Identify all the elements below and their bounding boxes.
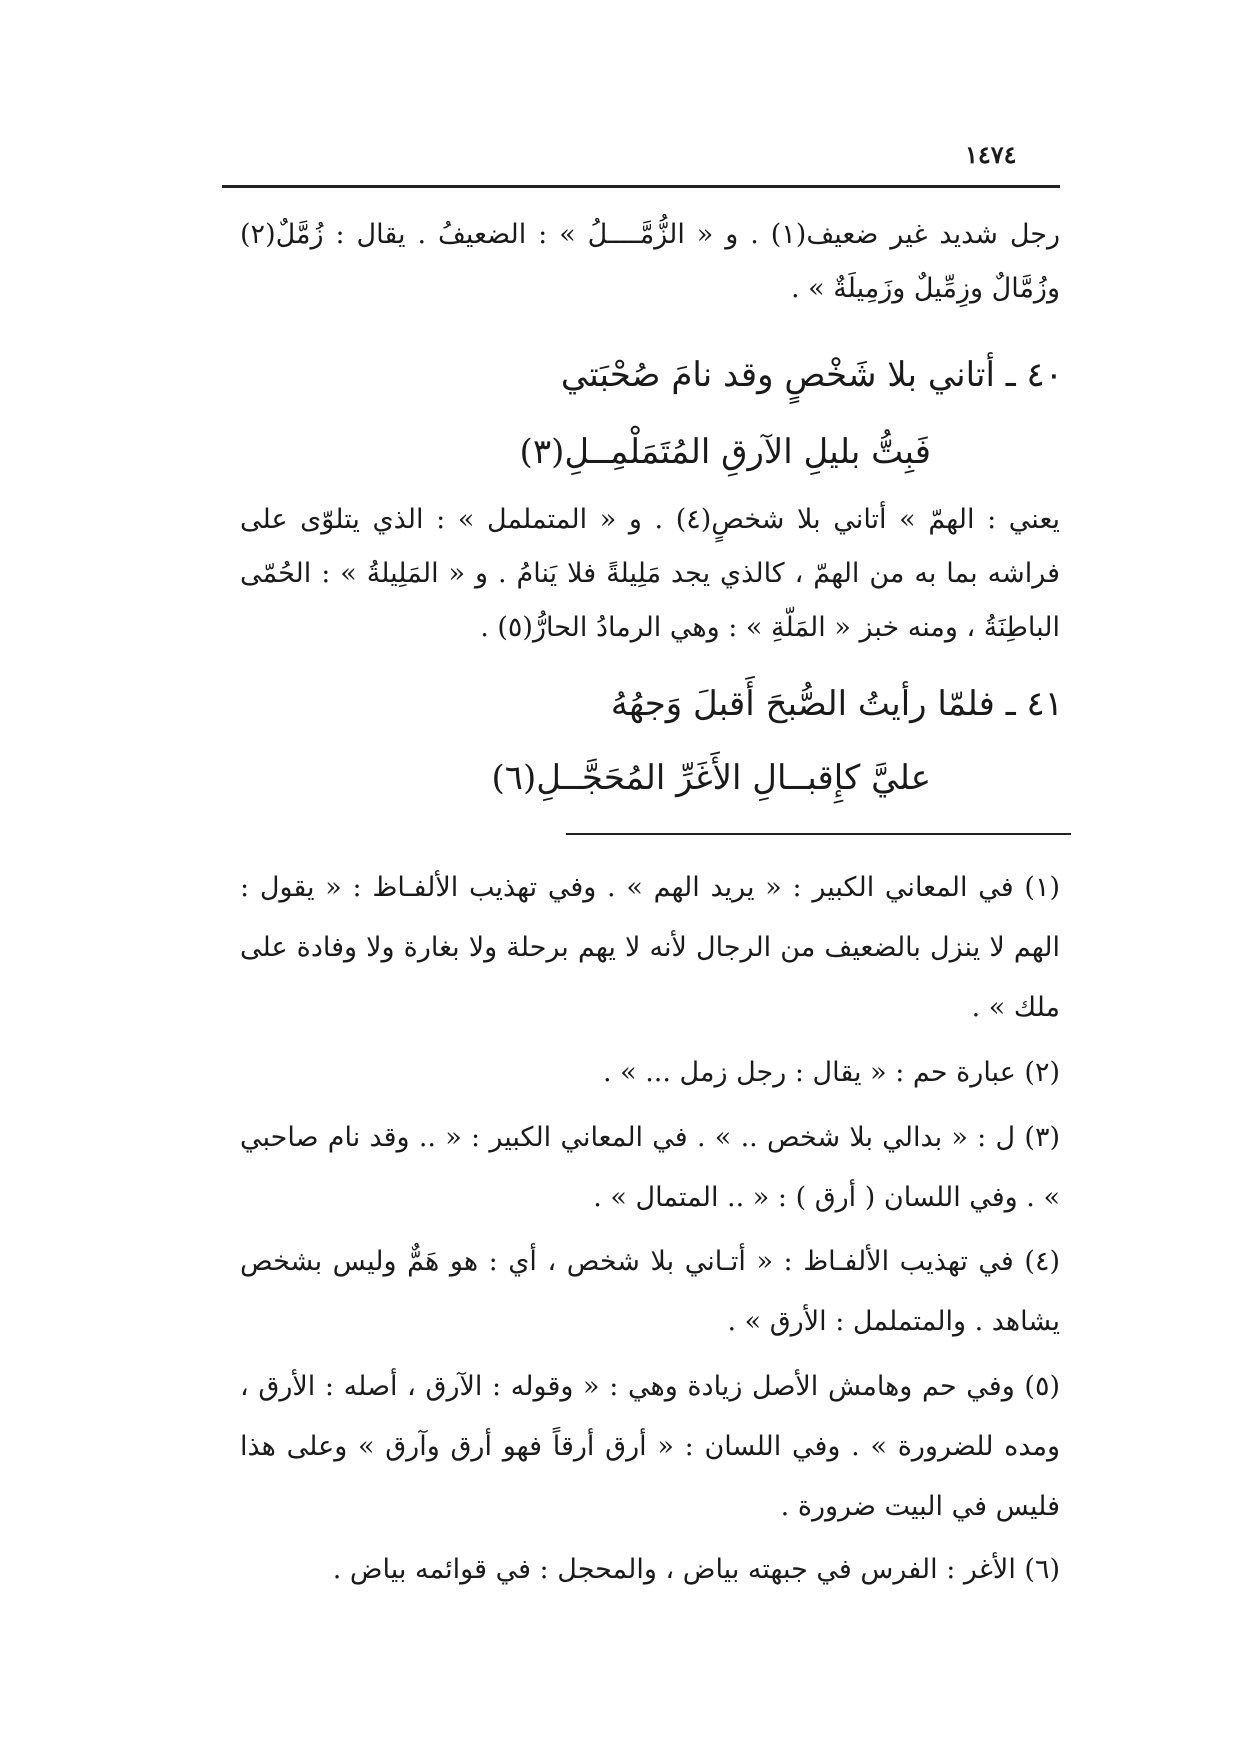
page-number: ١٤٧٤	[965, 140, 1017, 169]
verse-41-line-2: عليَّ كإِقبــالِ الأَغَرِّ المُحَجَّــلِ(٦)	[491, 758, 931, 798]
footnote-1: (١) في المعاني الكبير : « يريد الهم » . وفي تهذيب الألفـاظ : « يقول : الهم لا ينزل بالضعيف من الرجال لأنه لا يهم برحلة ولا بغارة ولا وفادة على ملك » .	[240, 872, 1060, 1023]
body-paragraph-2-text: يعني : الهمّ » أتاني بلا شخصٍ(٤) . و « المتململ » : الذي يتلوّى على فراشه بما به من الهمّ ، كالذي يجد مَلِيلةً فلا يَنامُ . و « المَلِيلةُ » : الحُمّى الباطِنَةُ ، ومنه خبز « المَلّةِ » : وهي الرمادُ الحارُّ(٥) .	[240, 504, 1060, 643]
footnote-6: (٦) الأغر : الفرس في جبهته بياض ، والمحجل : في قوائمه بياض .	[332, 1554, 1060, 1585]
footnote-5: (٥) وفي حم وهامش الأصل زيادة وهي : « وقوله : الآرق ، أصله : الأرق ، ومده للضرورة » . وفي اللسان : « أرق أرقاً فهو أرق وآرق » وعلى هذا فليس في البيت ضرورة .	[240, 1371, 1060, 1522]
verse-41-line-1: ٤١ ـ فلمّا رأيتُ الصُّبحَ أَقبلَ وَجهُهُ	[610, 684, 1063, 724]
body-paragraph-1-text: رجل شديد غير ضعيف(١) . و « الزُّمَّــــلُ » : الضعيفُ . يقال : زُمَّلٌ(٢) وزُمَّالٌ وزِمِّيلٌ وزَمِيلَةٌ » .	[240, 219, 1060, 304]
header-rule	[222, 185, 1060, 188]
body-paragraph-2	[240, 493, 1060, 655]
footnote-3: (٣) ل : « بدالي بلا شخص .. » . في المعاني الكبير : « .. وقد نام صاحبي » . وفي اللسان ( أرق ) : « .. المتمال » .	[240, 1122, 1060, 1213]
footnote-4: (٤) في تهذيب الألفـاظ : « أتـاني بلا شخص ، أي : هو هَمٌّ وليس بشخص يشاهد . والمتململ : الأرق » .	[240, 1246, 1060, 1337]
footnote-rule	[566, 833, 1071, 835]
body-paragraph-1	[240, 208, 1060, 316]
verse-40-line-1: ٤٠ ـ أتاني بلا شَخْصٍ وقد نامَ صُحْبَتي	[560, 355, 1063, 395]
verse-40-line-2: فَبِتُّ بليلِ الآرقِ المُتَمَلْمِــلِ(٣)	[519, 432, 931, 472]
footnote-2: (٢) عبارة حم : « يقال : رجل زمل ... » .	[602, 1057, 1060, 1088]
